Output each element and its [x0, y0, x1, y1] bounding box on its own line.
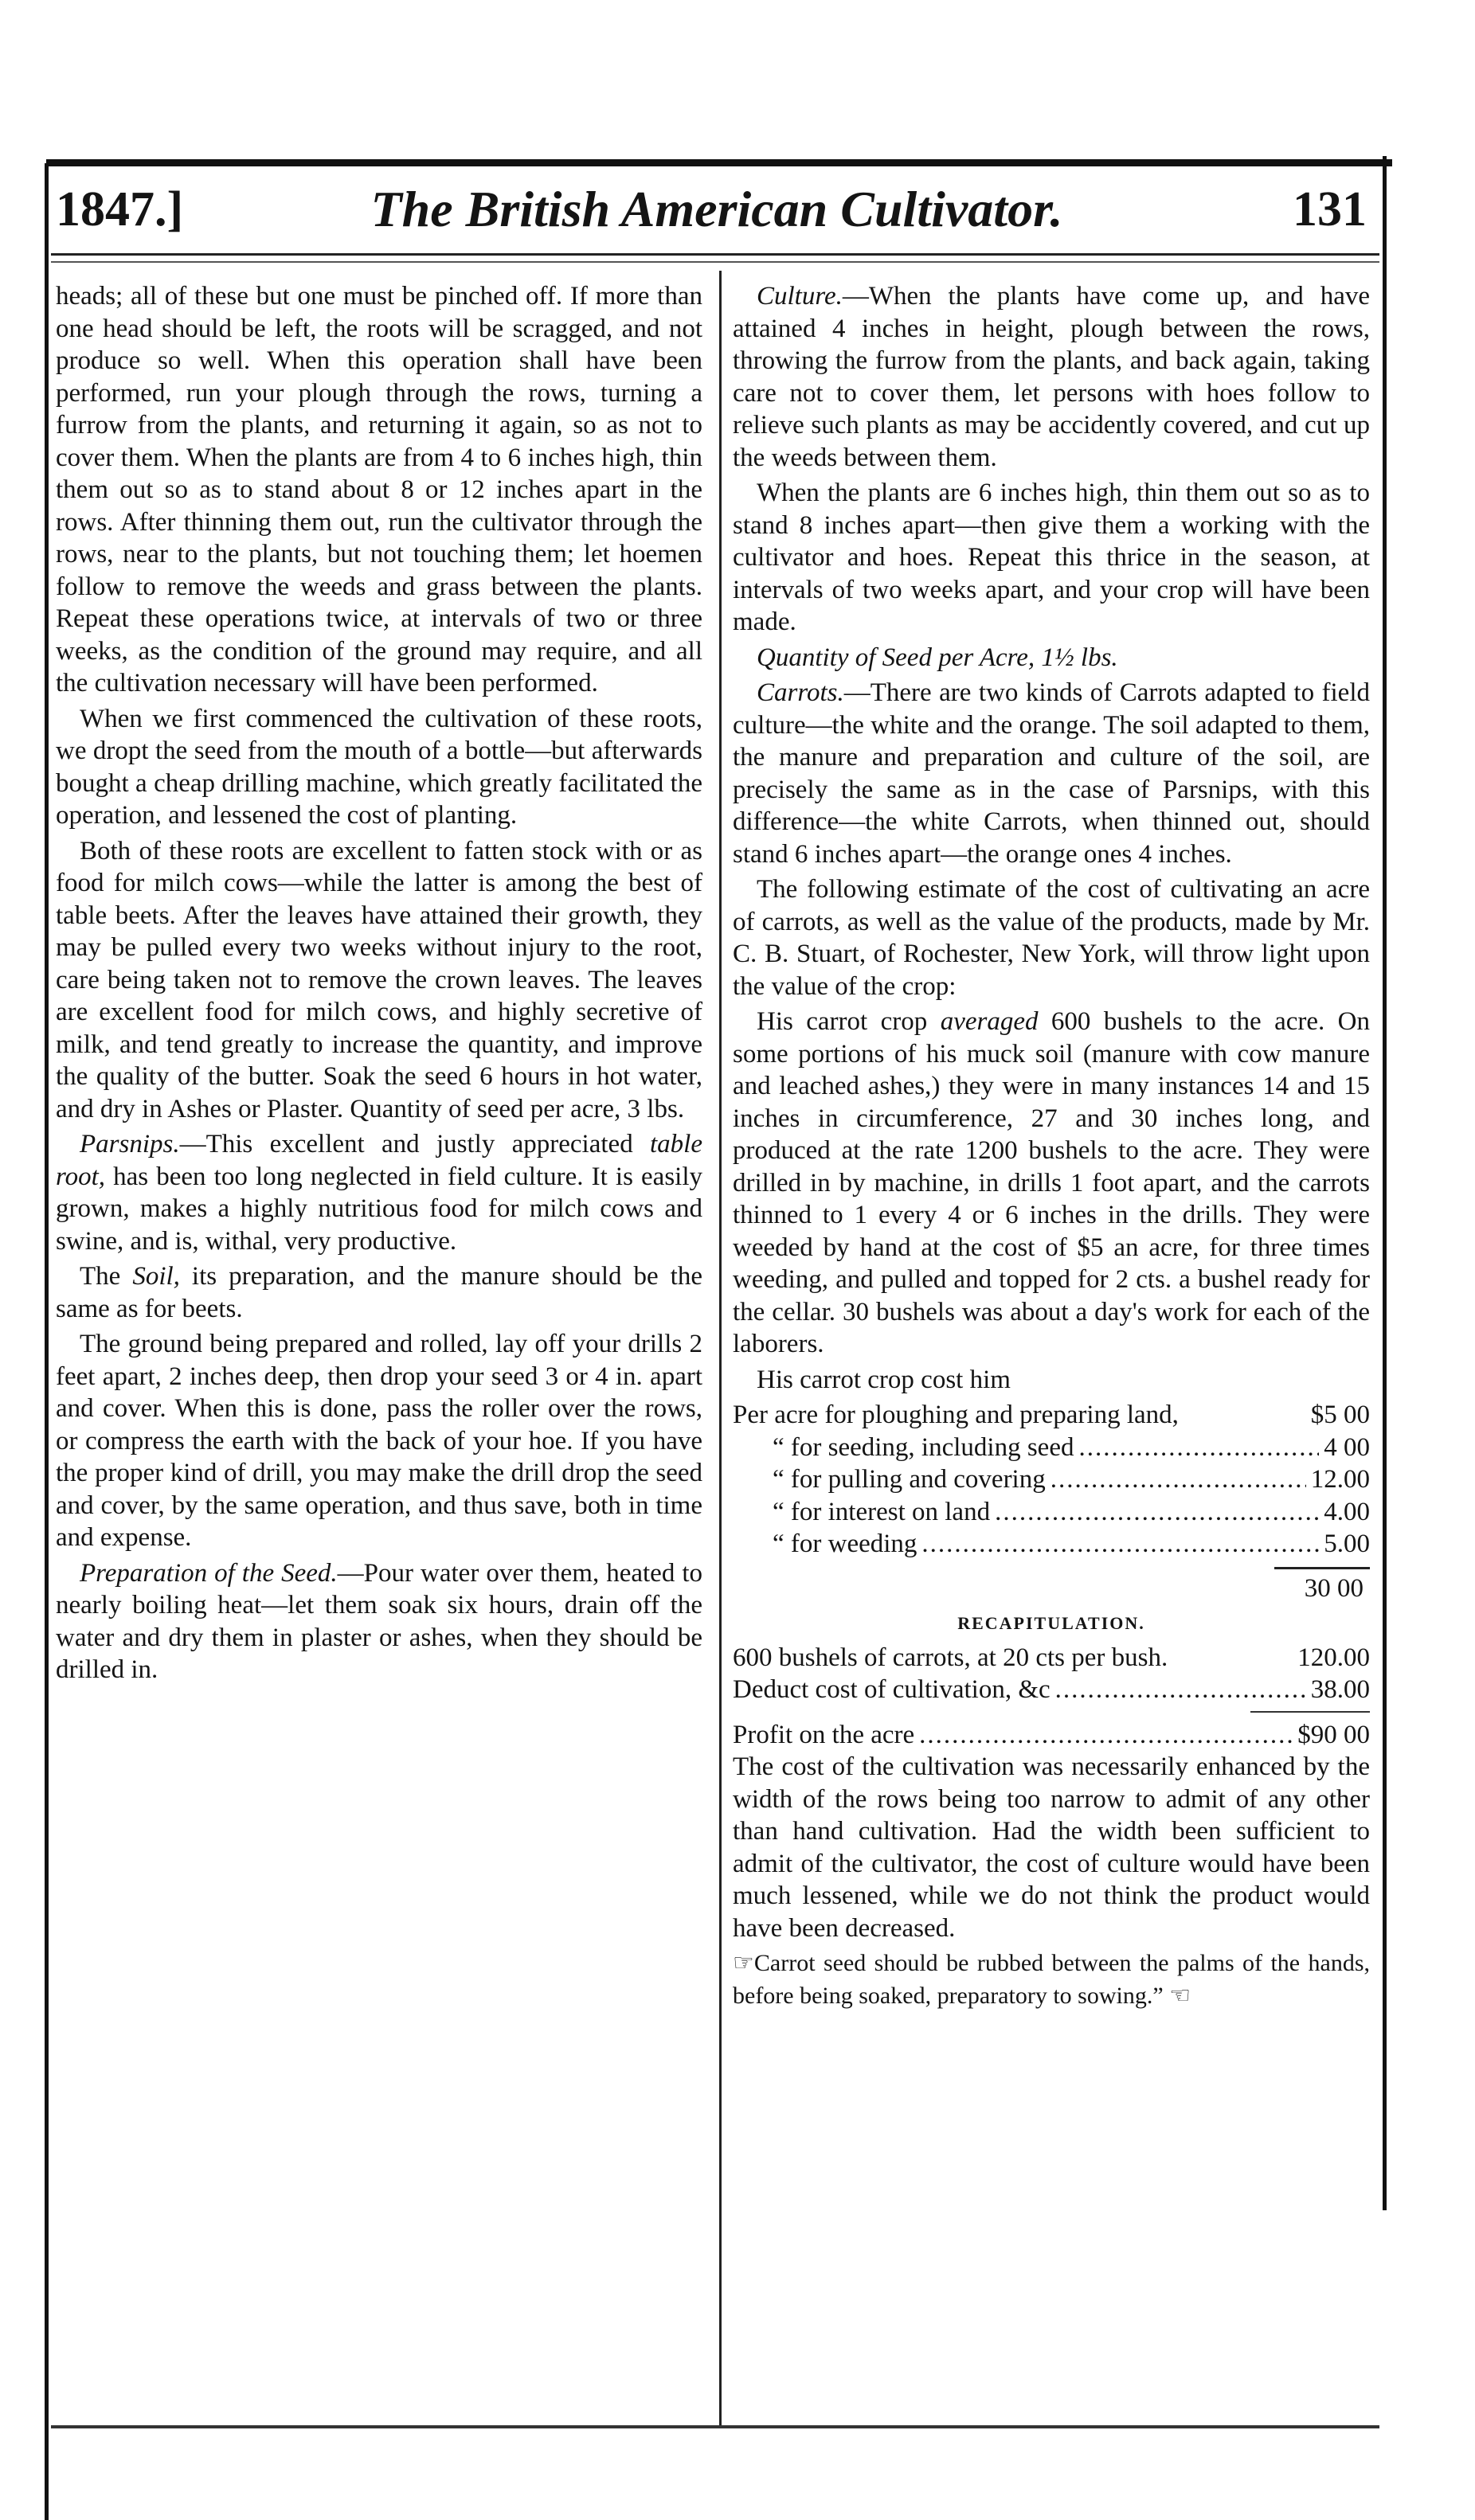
paragraph-both-roots: Both of these roots are excellent to fatten stock with or as food for milch cows—while the latter is among the best of table beets. After the leaves have attained their growth, they may be pulled every two weeks without injury to the root, care being taken not to remove the crown leaves. The leaves are excellent food for milch cows, and highly secretive of milk, and tend greatly to increase the quantity, and improve the quality of the butter. Soak the seed 6 hours in hot water, and dry in Ashes or Plaster. Quantity of seed per acre, 3 lbs. [56, 836, 702, 1123]
column-divider [719, 271, 722, 2428]
soil-italic: Soil, [132, 1262, 180, 1291]
cost-row [733, 1528, 1370, 1561]
cost-row [733, 1399, 1370, 1432]
parsnips-heading: Parsnips. [80, 1130, 180, 1158]
cost-amount: $5 00 [1310, 1401, 1370, 1429]
soil-text: its preparation, and the manure should be the same as for beets. [56, 1262, 702, 1323]
paragraph-hand-note: ☞Carrot seed should be rubbed between the palms of the hands, before being soaked, preparatory to sowing.” ☜ [733, 1950, 1370, 2009]
carrots-heading: Carrots. [757, 678, 844, 707]
crop-after: 600 bushels to the acre. On some portions of his muck soil (manure with cow manure and leached ashes,) they were in many instances 14 and 15 inches in circumference, 27 and 30 inches long, and produced at the rate 1200 bushels to the acre. They were drilled in by machine, in drills 1 foot apart, and the carrots thinned to 1 every 4 or 6 inches in the drills. They were weeded by hand at the cost of $5 an acre, for three times weeding, and pulled and topped for 2 cts. a bushel ready for the cellar. 30 bushels was about a day's work for each of the laborers. [733, 1007, 1371, 1358]
recap-row [733, 1642, 1370, 1674]
preparation-heading: Preparation of the Seed. [80, 1558, 338, 1588]
cost-intro: His carrot crop cost him [757, 1365, 1011, 1394]
recap-label: Deduct cost of cultivation, &c [733, 1675, 1050, 1704]
paragraph-estimate: The following estimate of the cost of cultivating an acre of carrots, as well as the value of the products, made by Mr. C. B. Stuart, of Rochester, New York, will throw light upon the value of the crop: [733, 875, 1370, 1001]
paragraph-parsnips [56, 1128, 702, 1257]
header-year: 1847.] [56, 182, 184, 236]
soil-prefix: The [80, 1262, 133, 1291]
cost-amount: 12.00 [1310, 1465, 1370, 1494]
paragraph-preparation [56, 1557, 702, 1686]
cost-amount: 5.00 [1324, 1530, 1370, 1558]
recap-label: 600 bushels of carrots, at 20 cts per bush. [733, 1643, 1168, 1672]
cost-table [733, 1399, 1370, 1751]
page-number: 131 [1293, 182, 1367, 236]
cost-row [733, 1496, 1370, 1529]
cost-row [733, 1463, 1370, 1496]
cost-leader [921, 1528, 1319, 1561]
paragraph-soil [56, 1260, 702, 1325]
quantity-of-seed: Quantity of Seed per Acre, 1½ lbs. [757, 643, 1118, 672]
cost-amount: 4.00 [1324, 1497, 1370, 1526]
recapitulation-heading: RECAPITULATION. [957, 1613, 1145, 1633]
recap-row [733, 1674, 1370, 1706]
recap-amount: 38.00 [1310, 1675, 1370, 1704]
paragraph-thinning: When the plants are 6 inches high, thin them out so as to stand 8 inches apart—then give them a working with the cultivator and hoes. Repeat this thrice in the season, at intervals of two weeks apart, and your crop will have been made. [733, 479, 1370, 636]
paragraph-commenced: When we first commenced the cultivation of these roots, we dropt the seed from the mouth of a bottle—but afterwards bought a cheap drilling machine, which greatly facilitated the operation, and lessened the cost of planting. [56, 704, 702, 830]
carrots-text: —There are two kinds of Carrots adapted to field culture—the white and the orange. The soil adapted to them, the manure and preparation and culture of the soil, are precisely the same as in the case of Parsnips, with this difference—the white Carrots, when thinned out, should stand 6 inches apart—the orange ones 4 inches. [733, 678, 1370, 869]
right-column [733, 280, 1370, 2015]
cost-leader [1050, 1463, 1306, 1496]
crop-italic: averaged [940, 1007, 1039, 1036]
parsnips-italic: table root, [56, 1130, 702, 1191]
paragraph-cost-note: The cost of the cultivation was necessarily enhanced by the width of the rows being too narrow to admit of any other than hand cultivation. Had the width been sufficient to admit of the cultivator, the cost of culture would have been much lessened, while we do not think the product would have been decreased. [733, 1752, 1370, 1943]
preparation-text: —Pour water over them, heated to nearly boiling heat—let them soak six hours, drain off the water and dry them in plaster or ashes, when they should be drilled in. [56, 1558, 702, 1684]
cost-label: “ for pulling and covering [773, 1465, 1046, 1494]
cost-total: 30 00 [1304, 1573, 1363, 1603]
total-rule [1274, 1567, 1370, 1569]
left-column [56, 280, 702, 1690]
page-header [56, 172, 1378, 252]
paragraph-carrots [733, 677, 1370, 870]
profit-label: Profit on the acre [733, 1720, 915, 1749]
recap-leader [1055, 1674, 1306, 1706]
right-border-rule [1383, 156, 1387, 2210]
cost-label: “ for weeding [773, 1530, 917, 1558]
bottom-rule [51, 2425, 1379, 2428]
profit-row [733, 1719, 1370, 1752]
cost-label: Per acre for ploughing and preparing land, [733, 1401, 1179, 1429]
parsnips-text-before: —This excellent and justly appreciated [179, 1130, 651, 1158]
paragraph-crop [733, 1006, 1370, 1361]
header-rule [51, 253, 1379, 256]
header-rule-thin [51, 261, 1379, 263]
cost-label: “ for interest on land [773, 1497, 991, 1526]
recap-rule [1250, 1711, 1370, 1713]
left-border-rule [45, 163, 49, 2520]
cost-leader [1078, 1432, 1319, 1464]
cost-amount: 4 00 [1324, 1432, 1370, 1462]
culture-text: —When the plants have come up, and have attained 4 inches in height, plough between the rows, throwing the furrow from the plants, and back again, taking care not to cover them, let persons with hoes follow to relieve such plants as may be accidently covered, and cut up the weeds between them. [733, 282, 1370, 472]
paragraph-culture [733, 280, 1370, 474]
profit-leader [919, 1719, 1293, 1752]
top-border-rule [46, 159, 1392, 166]
paragraph-ground: The ground being prepared and rolled, lay off your drills 2 feet apart, 2 inches deep, then drop your seed 3 or 4 in. apart and cover. When this is done, pass the roller over the rows, or compress the earth with the back of your hoe. If you have the proper kind of drill, you may make the drill drop the seed and cover, by the same operation, and thus save, both in time and expense. [56, 1330, 702, 1552]
cost-leader [995, 1496, 1319, 1529]
publication-title: The British American Cultivator. [370, 181, 1063, 237]
cost-label: “ for seeding, including seed [773, 1432, 1074, 1462]
cost-row [733, 1432, 1370, 1464]
paragraph-heads: heads; all of these but one must be pinched off. If more than one head should be left, the roots will be scragged, and not produce so well. When this operation shall have been performed, run your plough through the rows, turning a furrow from the plants, and returning it again, so as not to cover them. When the plants are from 4 to 6 inches high, thin them out so as to stand about 8 or 12 inches apart in the rows. After thinning them out, run the cultivator through the rows, near to the plants, but not touching them; let hoemen follow to remove the weeds and grass between the plants. Repeat these operations twice, at intervals of two or three weeks, as the condition of the ground may require, and all the cultivation necessary will have been performed. [56, 282, 702, 697]
culture-heading: Culture. [757, 282, 843, 311]
recap-amount: 120.00 [1297, 1643, 1370, 1672]
parsnips-text-after: has been too long neglected in field culture. It is easily grown, makes a highly nutritious food for milch cows and swine, and is, withal, very productive. [56, 1162, 702, 1256]
crop-before: His carrot crop [757, 1007, 941, 1036]
profit-amount: $90 00 [1297, 1720, 1370, 1749]
